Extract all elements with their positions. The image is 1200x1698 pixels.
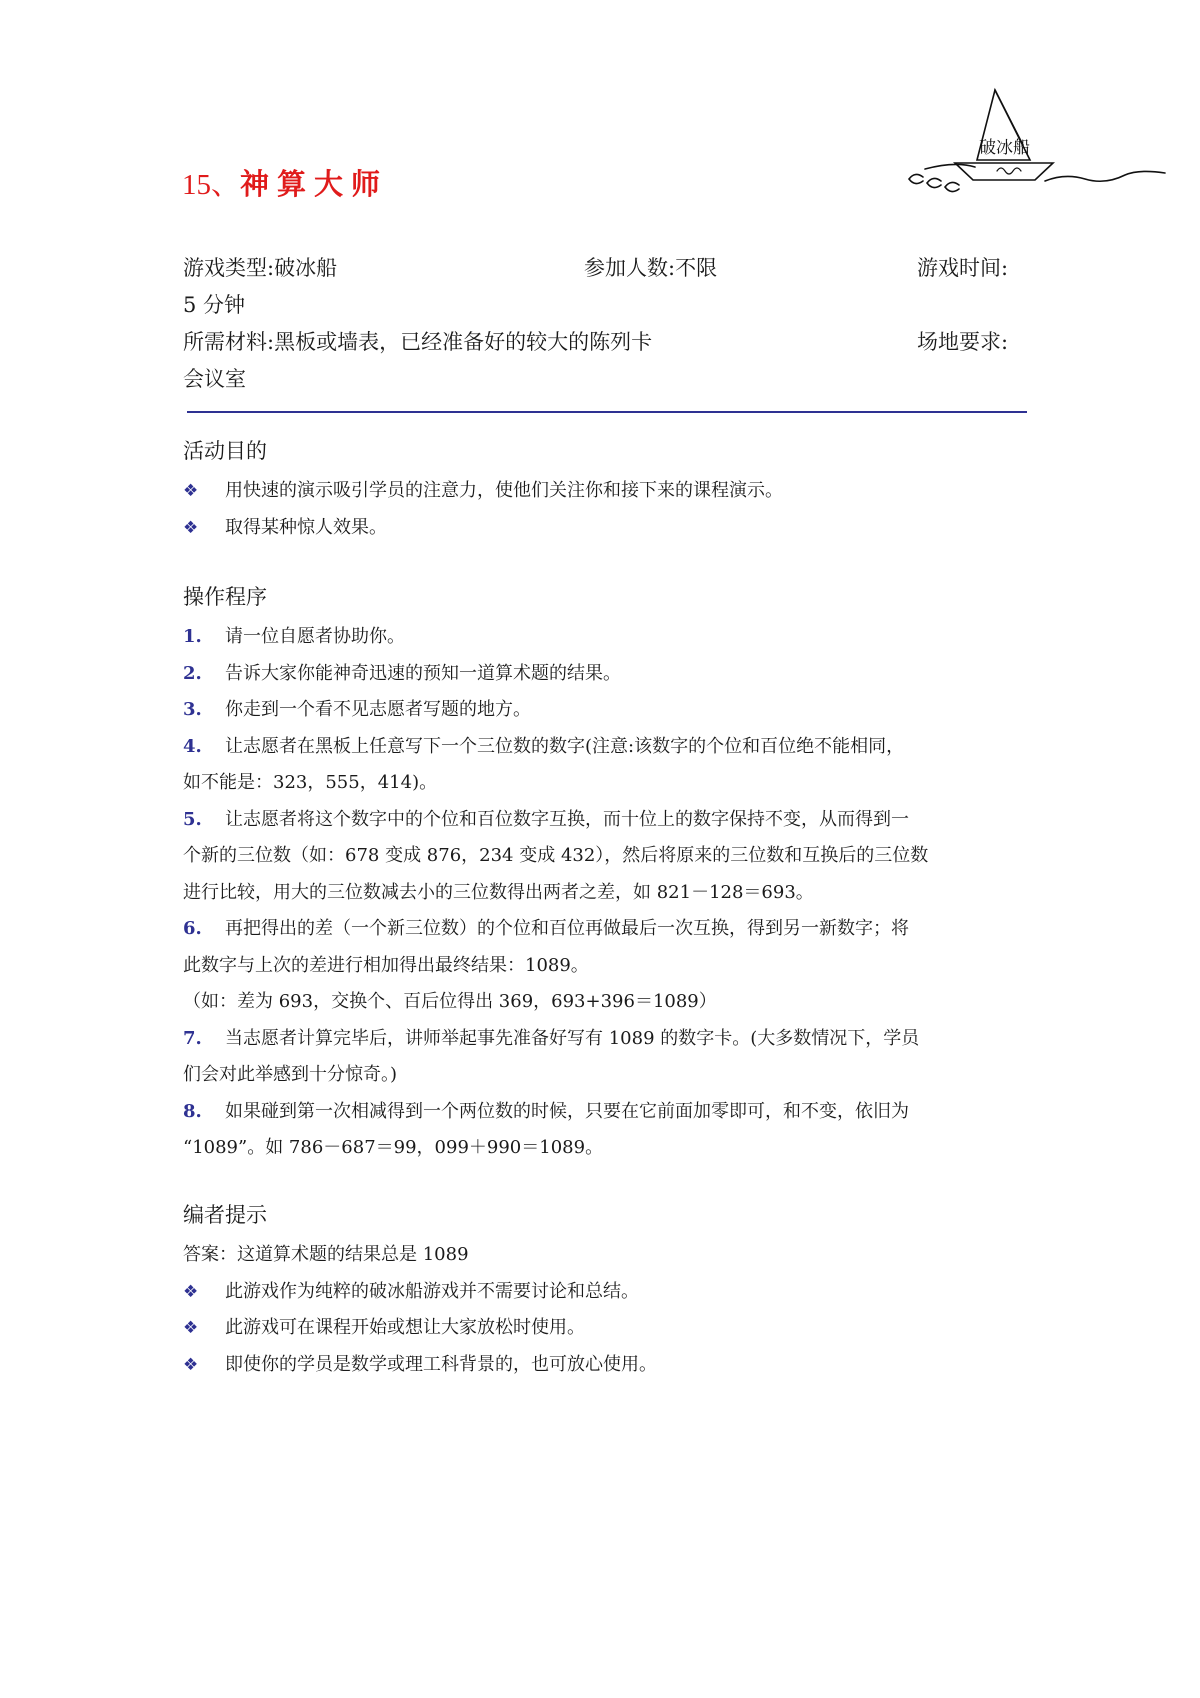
game-time-label: 游戏时间: xyxy=(917,256,1009,280)
step-8: 8. 如果碰到第一次相减得到一个两位数的时候，只要在它前面加零即可，和不变，依旧为 “1089”。如 786－687＝99，099＋990＝1089。 xyxy=(183,1100,909,1158)
game-info xyxy=(183,250,1025,398)
step-2: 2. 告诉大家你能神奇迅速的预知一道算术题的结果。 xyxy=(183,662,621,684)
answer-line: 答案：这道算术题的结果总是 1089 xyxy=(183,1244,469,1265)
list-item: ❖ 取得某种惊人效果。 xyxy=(183,510,1025,547)
step-4: 4. 让志愿者在黑板上任意写下一个三位数的数字(注意:该数字的个位和百位绝不能相同， 如不能是：323，555，414)。 xyxy=(183,735,905,793)
list-item: ❖ 即使你的学员是数学或理工科背景的，也可放心使用。 xyxy=(183,1347,1025,1384)
info-row-2 xyxy=(183,287,1025,324)
purpose-heading: 活动目的 xyxy=(183,439,267,463)
step-5: 5. 让志愿者将这个数字中的个位和百位数字互换，而十位上的数字保持不变，从而得到一 个新的三位数（如：678 变成 876，234 变成 432），然后将原来的三位数和互换后的三位数 进行比较，用大的三位数减去小的三位数得出两者之差，如 821－128＝693。 xyxy=(183,808,929,903)
materials: 所需材料:黑板或墙表，已经准备好的较大的陈列卡 xyxy=(183,330,653,354)
info-row-4 xyxy=(183,361,1025,398)
game-title xyxy=(182,162,388,203)
bullet-icon: ❖ xyxy=(183,1354,199,1375)
game-time-value: 5 分钟 xyxy=(183,293,246,317)
step-3: 3. 你走到一个看不见志愿者写题的地方。 xyxy=(183,699,531,720)
logo-text: 破冰船 xyxy=(979,138,1030,158)
list-item: ❖ 此游戏作为纯粹的破冰船游戏并不需要讨论和总结。 xyxy=(183,1274,1025,1311)
venue-label: 场地要求: xyxy=(917,330,1009,354)
notes-section xyxy=(183,1201,1025,1383)
step-1: 1. 请一位自愿者协助你。 xyxy=(183,626,405,647)
step-7: 7. 当志愿者计算完毕后，讲师举起事先准备好写有 1089 的数字卡。(大多数情况下，学员 们会对此举感到十分惊奇。) xyxy=(183,1027,920,1085)
list-item: ❖ 此游戏可在课程开始或想让大家放松时使用。 xyxy=(183,1310,1025,1347)
procedure-heading: 操作程序 xyxy=(183,585,267,609)
example-line: （如：差为 693，交换个、百后位得出 369，693+396＝1089） xyxy=(183,991,717,1012)
notes-heading: 编者提示 xyxy=(183,1203,267,1227)
list-item: ❖ 用快速的演示吸引学员的注意力，使他们关注你和接下来的课程演示。 xyxy=(183,473,1025,510)
title-number: 15、 xyxy=(182,169,241,201)
section-divider xyxy=(187,411,1027,413)
bullet-icon: ❖ xyxy=(183,517,199,538)
purpose-section xyxy=(183,437,1025,546)
game-type: 游戏类型:破冰船 xyxy=(183,256,338,280)
icebreaker-boat-logo xyxy=(895,85,1170,205)
procedure-section xyxy=(183,583,1025,1167)
info-row-1 xyxy=(183,250,1025,287)
participants: 参加人数:不限 xyxy=(584,256,718,280)
title-name: 神算大师 xyxy=(240,167,389,201)
venue-value: 会议室 xyxy=(183,367,246,391)
bullet-icon: ❖ xyxy=(183,1318,199,1338)
info-row-3 xyxy=(183,324,1025,361)
step-6: 6. 再把得出的差（一个新三位数）的个位和百位再做最后一次互换，得到另一新数字；将 此数字与上次的差进行相加得出最终结果：1089。 xyxy=(183,918,909,976)
bullet-icon: ❖ xyxy=(183,1281,199,1302)
bullet-icon: ❖ xyxy=(183,481,199,501)
